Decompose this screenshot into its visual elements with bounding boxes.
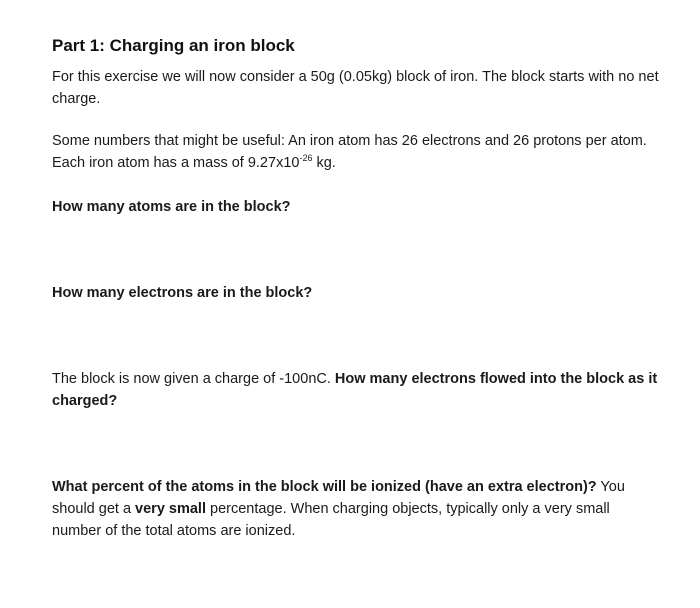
question-percent-ionized: [52, 476, 662, 542]
mass-exponent: -26: [299, 153, 313, 163]
useful-numbers-paragraph: [52, 130, 662, 174]
charge-statement: The block is now given a charge of -100nC.: [52, 371, 335, 387]
percent-ionized-question: What percent of the atoms in the block will be ionized (have an extra electron)?: [52, 479, 597, 495]
mass-unit: kg.: [312, 155, 336, 171]
hint-text-1: You should get a: [52, 479, 625, 517]
useful-numbers-text: Some numbers that might be useful: An iron atom has 26 electrons and 26 protons per atom. Each iron atom has a mass of 9.27x10: [52, 133, 647, 171]
hint-emphasis: very small: [135, 501, 206, 517]
question-atoms: How many atoms are in the block?: [52, 199, 291, 215]
electrons-flowed-question: How many electrons flowed into the block as it charged?: [52, 371, 658, 409]
section-title: Part 1: Charging an iron block: [52, 36, 295, 55]
question-electrons-flowed: [52, 368, 662, 412]
question-electrons: How many electrons are in the block?: [52, 285, 313, 301]
hint-text-2: percentage. When charging objects, typically only a very small number of the total atoms are ionized.: [52, 501, 610, 539]
intro-paragraph: For this exercise we will now consider a 50g (0.05kg) block of iron. The block starts with no net charge.: [52, 69, 659, 107]
